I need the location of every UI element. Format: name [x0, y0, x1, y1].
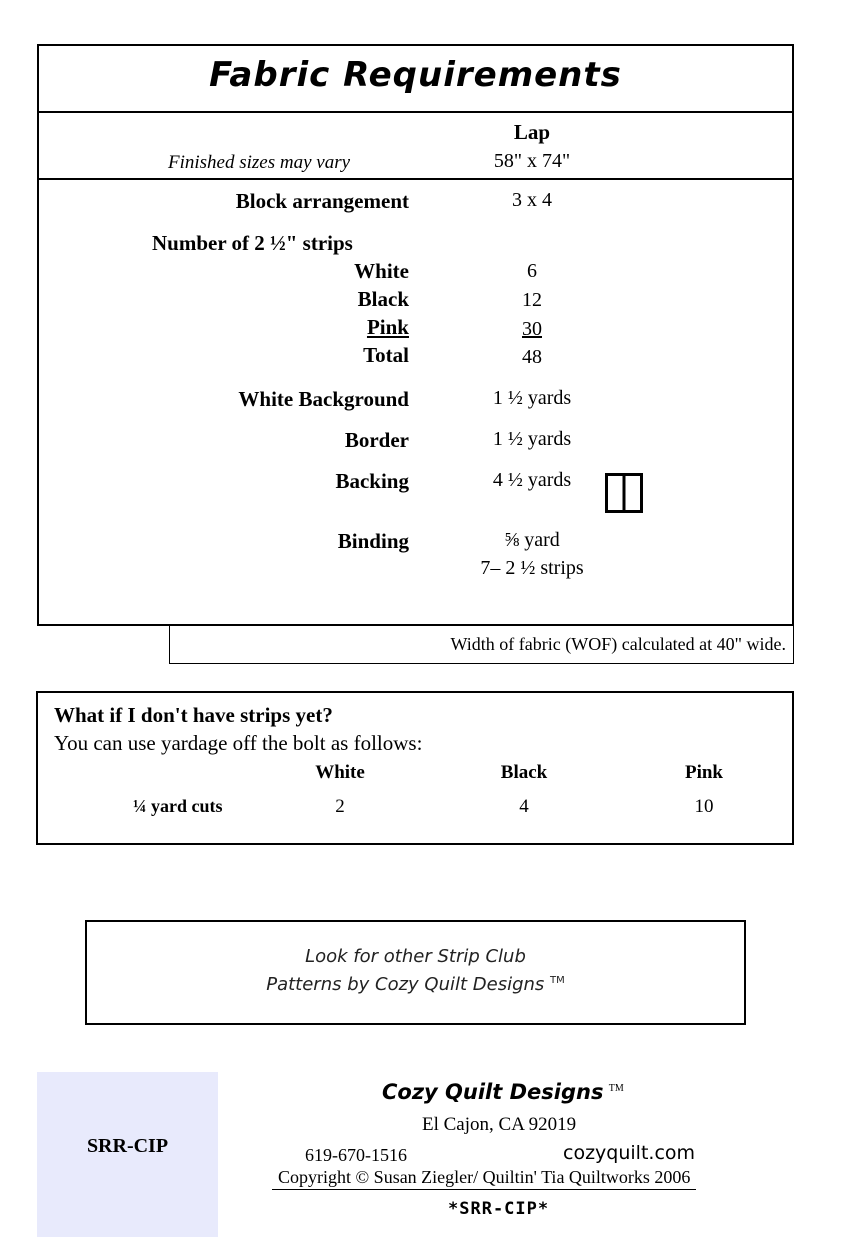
- yardage-col-pink: Pink: [684, 762, 724, 783]
- company-phone: 619-670-1516: [305, 1145, 407, 1165]
- header-divider: [37, 178, 794, 180]
- border-value: 1 ½ yards: [492, 428, 572, 450]
- promo-line-2: Patterns by Cozy Quilt Designs: [266, 974, 545, 995]
- company-name: Cozy Quilt Designs: [382, 1080, 604, 1104]
- binding-value-strips: 7– 2 ½ strips: [480, 557, 584, 579]
- strip-label-black: Black: [357, 287, 409, 311]
- binding-label: Binding: [337, 529, 409, 553]
- barcode-text: *SRR-CIP*: [448, 1199, 550, 1219]
- yardage-value-white: 2: [335, 796, 345, 817]
- size-note: Finished sizes may vary: [168, 152, 351, 173]
- strips-heading: Number of 2 ½" strips: [152, 231, 353, 255]
- strip-value-black: 12: [522, 289, 542, 311]
- backing-label: Backing: [335, 469, 409, 493]
- binding-value: ⅝ yard: [504, 529, 560, 551]
- strip-value-pink: [432, 318, 632, 341]
- yardage-col-white: White: [315, 762, 365, 783]
- white-background-value: 1 ½ yards: [492, 387, 572, 409]
- yardage-value-pink: 10: [694, 796, 714, 817]
- title-divider: [37, 111, 794, 113]
- fabric-requirements-box: [37, 44, 794, 626]
- strip-value-white: 6: [527, 260, 537, 282]
- yardage-value-black: 4: [519, 796, 529, 817]
- company-location: El Cajon, CA 92019: [422, 1114, 577, 1135]
- promo-trademark: TM: [550, 975, 565, 986]
- promo-box: [85, 920, 746, 1025]
- block-arrangement-label: Block arrangement: [235, 189, 409, 213]
- block-arrangement-value: 3 x 4: [512, 189, 552, 211]
- strip-label-white: White: [354, 259, 409, 283]
- size-name: Lap: [513, 120, 551, 144]
- company-website[interactable]: cozyquilt.com: [563, 1142, 696, 1164]
- fabric-requirements-title: Fabric Requirements: [209, 55, 622, 95]
- product-code: SRR-CIP: [86, 1135, 169, 1157]
- border-label: Border: [344, 428, 409, 452]
- wof-note: Width of fabric (WOF) calculated at 40" wide.: [450, 634, 786, 654]
- yardage-question: What if I don't have strips yet?: [54, 703, 333, 727]
- backing-value: 4 ½ yards: [492, 469, 572, 491]
- copyright: Copyright © Susan Ziegler/ Quiltin' Tia Quiltworks 2006: [272, 1167, 696, 1190]
- strip-label-pink: Pink: [366, 315, 409, 339]
- company-trademark: TM: [608, 1083, 624, 1094]
- promo-line-1: Look for other Strip Club: [305, 946, 526, 967]
- strip-value-total: 48: [522, 346, 542, 368]
- yardage-col-black: Black: [500, 762, 548, 783]
- promo-line-2-wrap: [85, 974, 746, 995]
- backing-layout-icon: [605, 473, 643, 518]
- yardage-row-label: ¼ yard cuts: [133, 796, 223, 816]
- company-name-wrap: [382, 1080, 624, 1105]
- size-dims: 58" x 74": [493, 150, 571, 172]
- strip-label-total: Total: [363, 343, 409, 367]
- white-background-label: White Background: [238, 387, 409, 411]
- yardage-subtitle: You can use yardage off the bolt as follows:: [54, 731, 423, 755]
- strip-value-pink-text: 30: [522, 318, 542, 340]
